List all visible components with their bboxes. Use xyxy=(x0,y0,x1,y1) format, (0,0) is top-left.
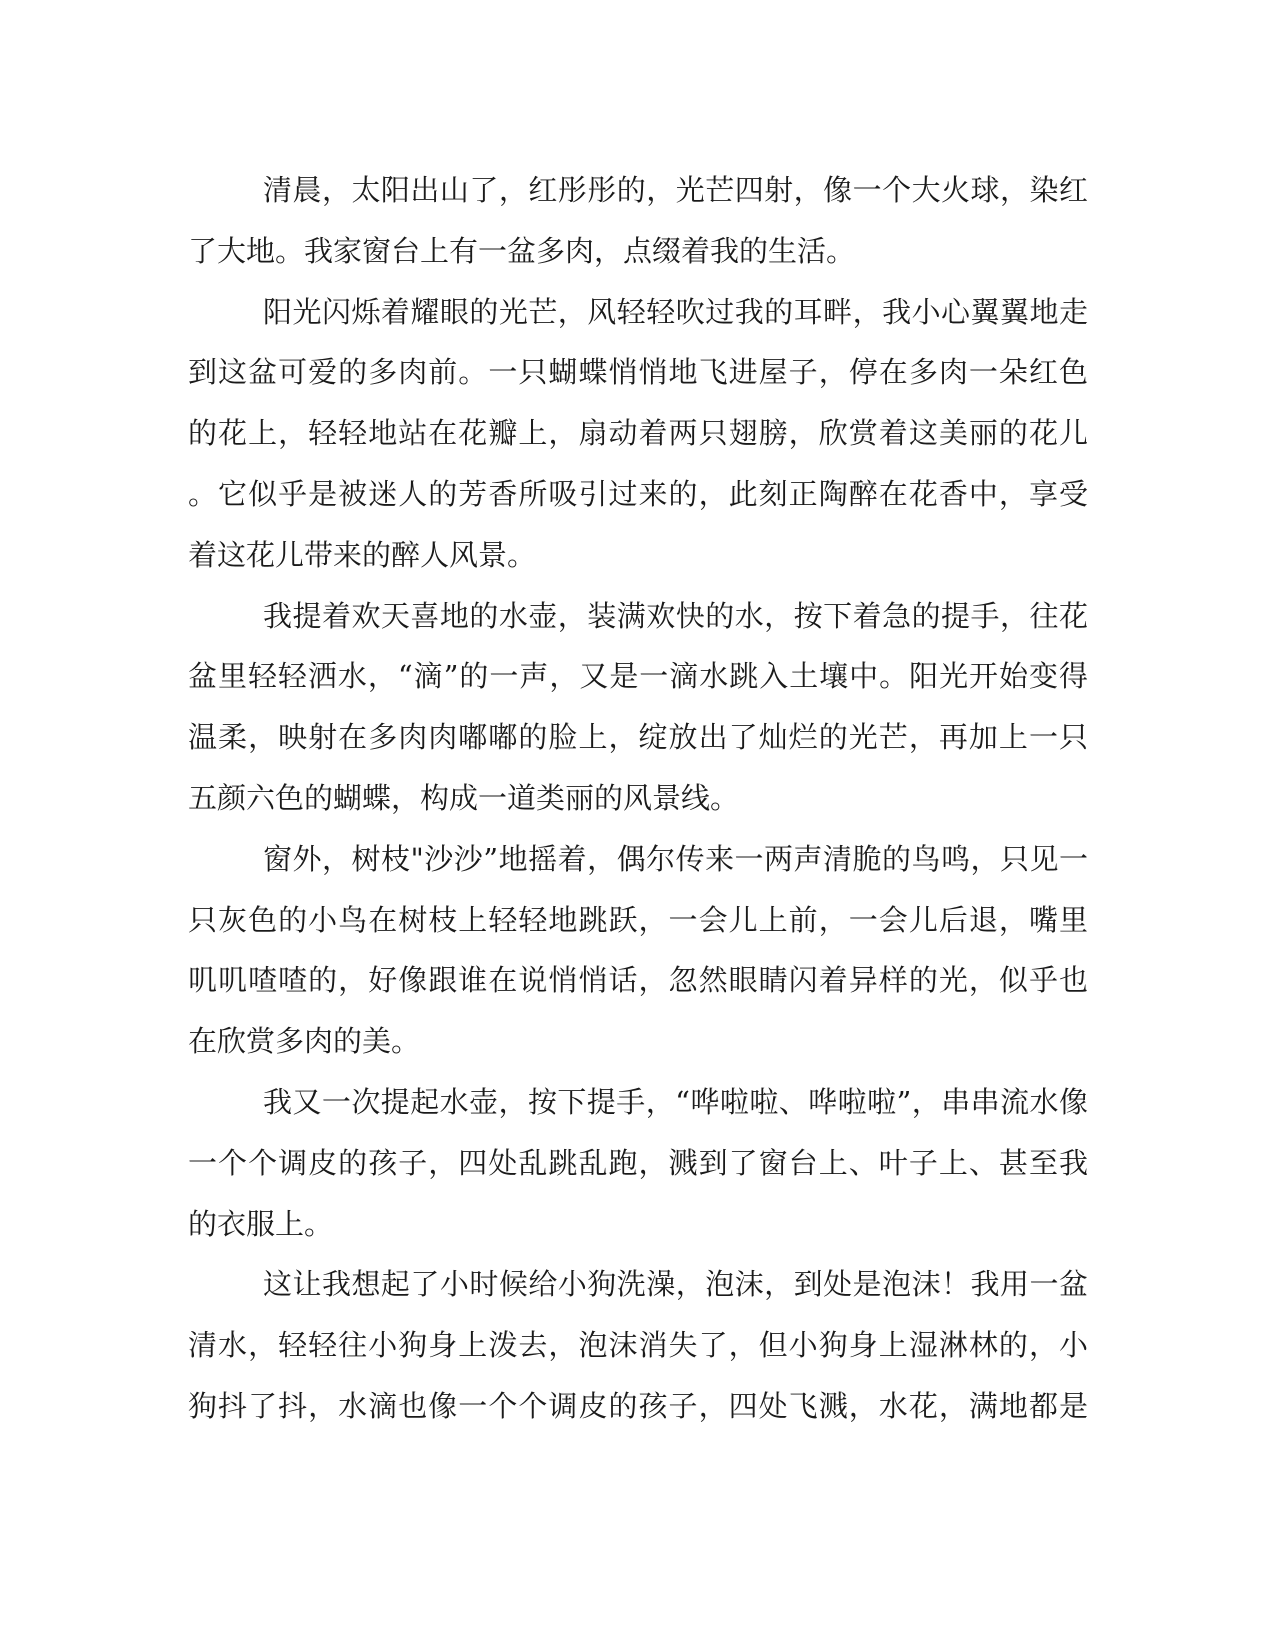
paragraph-1-line-2: 了大地。我家窗台上有一盆多肉，点缀着我的生活。 xyxy=(188,233,856,268)
paragraph-4-line-4: 在欣赏多肉的美。 xyxy=(188,1024,421,1059)
paragraph-4-line-2: 只灰色的小鸟在树枝上轻轻地跳跃，一会儿上前，一会儿后退，嘴里 xyxy=(188,902,1088,937)
paragraph-3-line-3: 温柔，映射在多肉肉嘟嘟的脸上，绽放出了灿烂的光芒，再加上一只 xyxy=(188,720,1088,755)
paragraph-2-line-3: 的花上，轻轻地站在花瓣上，扇动着两只翅膀，欣赏着这美丽的花儿 xyxy=(188,416,1088,451)
paragraph-2-line-1: 阳光闪烁着耀眼的光芒，风轻轻吹过我的耳畔，我小心翼翼地走 xyxy=(263,294,1088,329)
paragraph-2-line-5: 着这花儿带来的醉人风景。 xyxy=(188,537,537,572)
document-body xyxy=(188,160,1088,1437)
paragraph-6-line-2: 清水，轻轻往小狗身上泼去，泡沫消失了，但小狗身上湿淋林的，小 xyxy=(188,1328,1088,1363)
paragraph-2-line-4: 。它似乎是被迷人的芳香所吸引过来的，此刻正陶醉在花香中，享受 xyxy=(188,476,1088,511)
paragraph-4-line-3: 叽叽喳喳的，好像跟谁在说悄悄话，忽然眼睛闪着异样的光，似乎也 xyxy=(188,963,1088,998)
paragraph-5-line-1: 我又一次提起水壶，按下提手，“哗啦啦、哗啦啦”，串串流水像 xyxy=(263,1084,1088,1119)
paragraph-3-line-4: 五颜六色的蝴蝶，构成一道类丽的风景线。 xyxy=(188,780,740,815)
paragraph-1-line-1: 清晨，太阳出山了，红彤彤的，光芒四射，像一个大火球，染红 xyxy=(263,173,1088,207)
paragraph-3-line-1: 我提着欢天喜地的水壶，装满欢快的水，按下着急的提手，往花 xyxy=(263,598,1088,633)
paragraph-6-line-3: 狗抖了抖，水滴也像一个个调皮的孩子，四处飞溅，水花，满地都是 xyxy=(188,1388,1088,1423)
paragraph-3-line-2: 盆里轻轻洒水，“滴”的一声，又是一滴水跳入土壤中。阳光开始变得 xyxy=(188,659,1088,694)
paragraph-4-line-1: 窗外，树枝"沙沙”地摇着，偶尔传来一两声清脆的鸟鸣，只见一 xyxy=(263,841,1088,876)
paragraph-5-line-2: 一个个调皮的孩子，四处乱跳乱跑，溅到了窗台上、叶子上、甚至我 xyxy=(188,1145,1088,1180)
paragraph-6-line-1: 这让我想起了小时候给小狗洗澡，泡沫，到处是泡沫！我用一盆 xyxy=(263,1267,1088,1302)
paragraph-2-line-2: 到这盆可爱的多肉前。一只蝴蝶悄悄地飞进屋子，停在多肉一朵红色 xyxy=(188,355,1088,390)
paragraph-5-line-3: 的衣服上。 xyxy=(188,1206,334,1241)
